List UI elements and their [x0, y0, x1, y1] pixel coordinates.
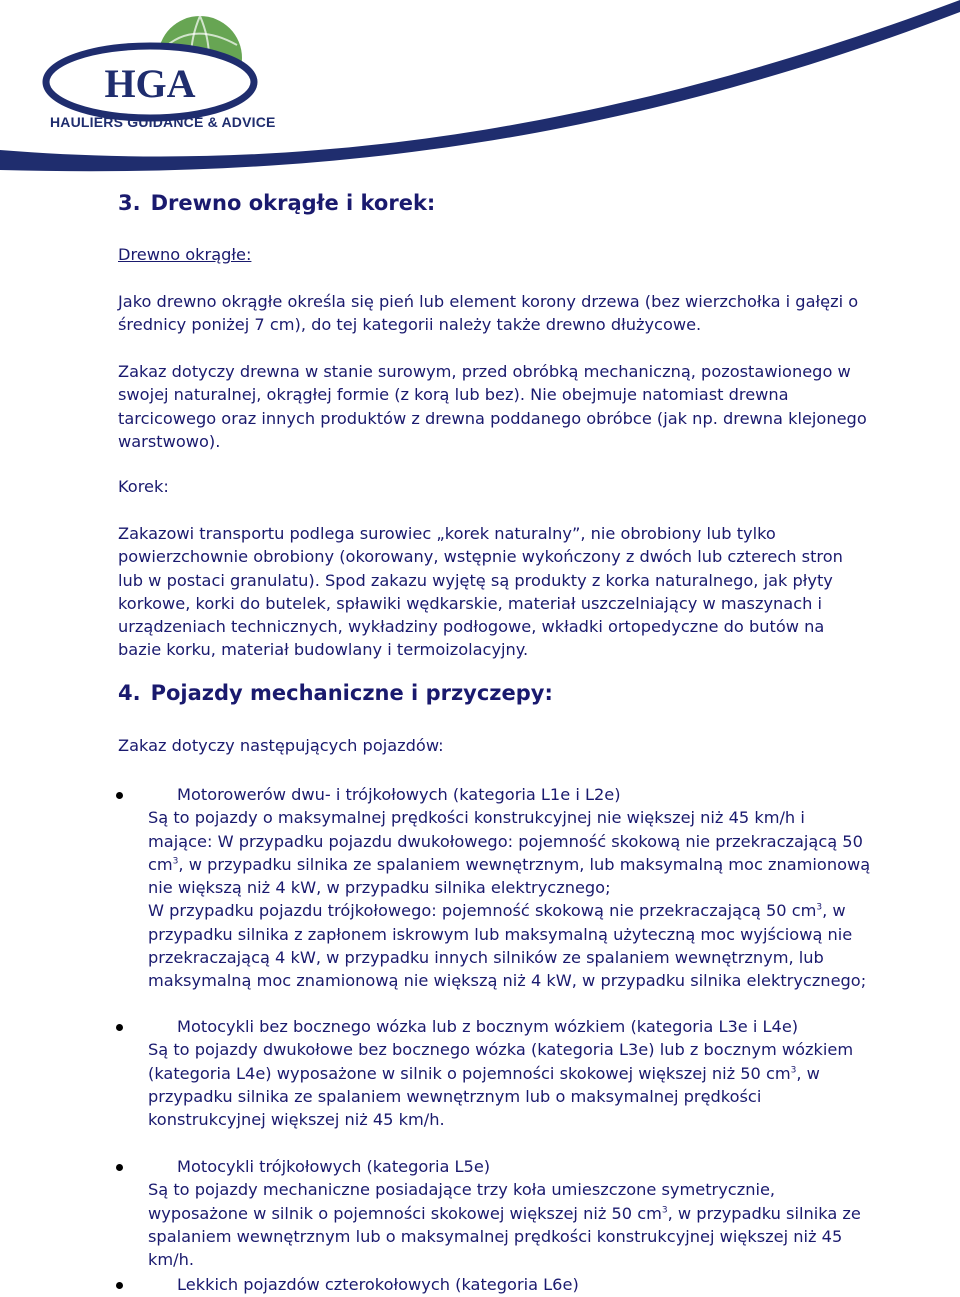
bullet-icon: [116, 792, 123, 799]
superscript: 3: [172, 856, 179, 867]
section-4-number: 4.: [118, 681, 141, 705]
logo-wordmark: HGA: [104, 61, 196, 106]
list-item-heading: Motocykli trójkołowych (kategoria L5e): [177, 1157, 491, 1176]
list-item-text: , w przypadku silnika ze spalaniem wewnętrznym, lub maksymalną moc znamionową nie większą niż 4 kW, w przypadku silnika elektrycznego;: [148, 854, 871, 898]
round-wood-paragraph-2: Zakaz dotyczy drewna w stanie surowym, przed obróbką mechaniczną, pozostawionego w swojej naturalnej, okrągłej formie (z korą lub bez). Nie obejmuje natomiast drewna tarcicowego oraz innych produktów z drewna poddanego obróbce (jak np. drewna klejonego warstwowo).: [118, 362, 867, 451]
cork-paragraph: Zakazowi transportu podlega surowiec „korek naturalny”, nie obrobiony lub tylko powierzchownie obrobiony (okorowany, wstępnie wykończony z dwóch lub czterech stron lub w postaci granulatu). Spod zakazu wyjętę są produkty z korka naturalnego, jak płyty korkowe, korki do butelek, spławiki wędkarskie, materiał uszczelniający w maszynach i urządzeniach technicznych, wykładziny podłogowe, wkładki ortopedyczne do butów na bazie korku, materiał budowlany i termoizolacyjny.: [118, 524, 843, 660]
cork-heading: Korek:: [118, 477, 169, 496]
list-item-body: [148, 1038, 873, 1131]
section-4-title: [118, 681, 553, 705]
list-item: [148, 783, 873, 993]
bullet-icon: [116, 1024, 123, 1031]
vehicles-intro: Zakaz dotyczy następujących pojazdów:: [118, 736, 444, 755]
list-item-body: [148, 1178, 873, 1271]
bullet-icon: [116, 1164, 123, 1171]
list-item-text: Są to pojazdy mechaniczne posiadające trzy koła umieszczone symetrycznie, wyposażone w silnik o pojemności skokowej większej niż 50 cm: [148, 1180, 776, 1223]
list-item-heading: Motorowerów dwu- i trójkołowych (kategoria L1e i L2e): [177, 785, 621, 804]
list-item-text: W przypadku pojazdu trójkołowego: pojemność skokową nie przekraczającą 50 cm: [148, 901, 817, 921]
superscript: 3: [816, 903, 823, 914]
section-3-number: 3.: [118, 191, 141, 215]
list-item: [148, 1015, 873, 1131]
list-item-text: , w przypadku silnika ze spalaniem wewnętrznym lub o maksymalnej prędkości konstrukcyjnej większej niż 45 km/h.: [148, 1203, 861, 1270]
list-item-text: Są to pojazdy dwukołowe bez bocznego wózka (kategoria L3e) lub z bocznym wózkiem (kategoria L4e) wyposażone w silnik o pojemności skokowej większej niż 50 cm: [148, 1040, 854, 1083]
superscript: 3: [790, 1065, 797, 1076]
list-item-text: Są to pojazdy o maksymalnej prędkości konstrukcyjnej nie większej niż 45 km/h i mające: W przypadku pojazdu dwukołowego: pojemność skokową nie przekraczającą 50 cm: [148, 808, 863, 874]
list-item-body: [148, 806, 873, 992]
section-4-title-text: Pojazdy mechaniczne i przyczepy:: [150, 681, 553, 705]
list-item-heading: Motocykli bez bocznego wózka lub z bocznym wózkiem (kategoria L3e i L4e): [177, 1017, 799, 1036]
superscript: 3: [661, 1205, 668, 1216]
section-3-title-text: Drewno okrągłe i korek:: [150, 191, 436, 215]
list-item: [148, 1273, 873, 1296]
round-wood-paragraph-1: Jako drewno okrągłe określa się pień lub element korony drzewa (bez wierzchołka i gałęzi o średnicy poniżej 7 cm), do tej kategorii należy także drewno dłużycowe.: [118, 292, 859, 335]
list-item-text: , w przypadku silnika z zapłonem iskrowym lub maksymalną użyteczną moc wyjściową nie przekraczającą 4 kW, w przypadku innych silników ze spalaniem wewnętrznym, lub maksymalną moc znamionową nie większą niż 4 kW, w przypadku silnika elektrycznego;: [148, 901, 867, 991]
list-item-heading: Lekkich pojazdów czterokołowych (kategoria L6e): [177, 1275, 579, 1294]
section-3-title: [118, 191, 435, 215]
page-header: [0, 0, 960, 175]
list-item: [148, 1155, 873, 1271]
logo-tagline: HAULIERS GUIDANCE & ADVICE: [50, 114, 276, 130]
list-item-text: , w przypadku silnika ze spalaniem wewnętrznym lub o maksymalnej prędkości konstrukcyjnej większej niż 45 km/h.: [148, 1063, 820, 1130]
bullet-icon: [116, 1282, 123, 1289]
round-wood-heading: Drewno okrągłe:: [118, 245, 252, 264]
